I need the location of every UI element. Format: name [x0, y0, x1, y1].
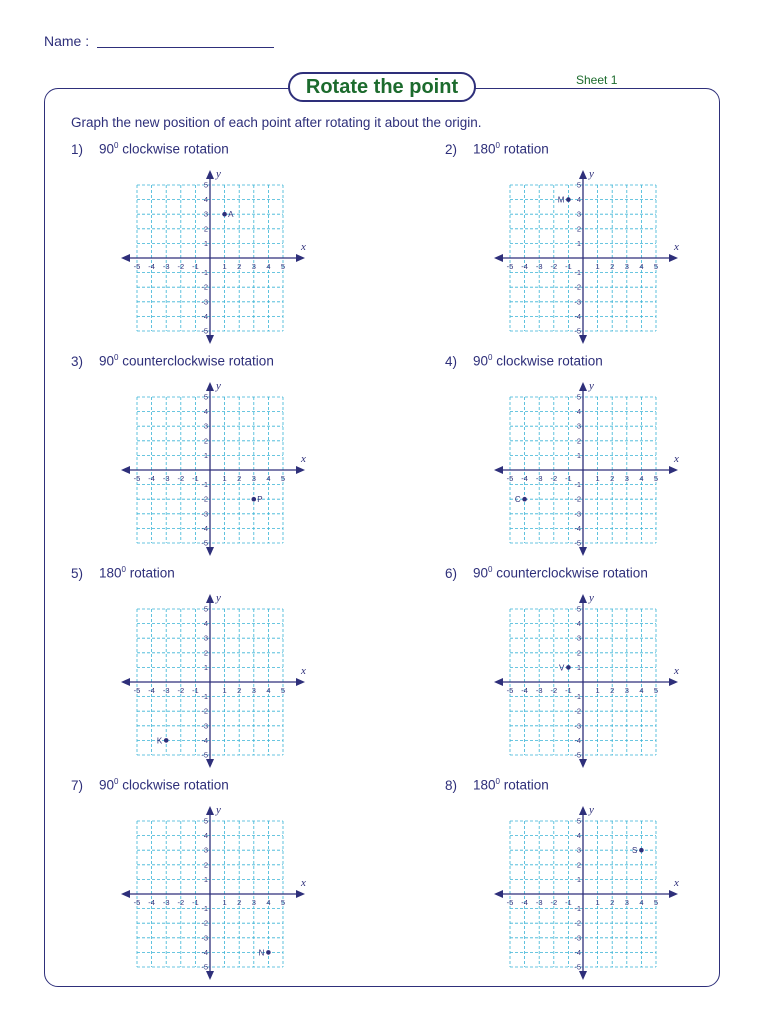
- y-tick-label: 5: [203, 180, 208, 190]
- y-tick-label: -2: [574, 918, 581, 928]
- x-tick-label: -3: [535, 898, 543, 907]
- y-tick-label: 2: [576, 436, 581, 446]
- y-axis-arrow-up: [206, 594, 214, 603]
- name-label: Name :: [44, 33, 90, 49]
- y-tick-label: -2: [201, 494, 208, 504]
- problem-degrees: 180: [99, 565, 122, 581]
- x-axis-label: x: [301, 877, 306, 889]
- y-tick-label: -3: [201, 297, 208, 307]
- x-tick-label: 3: [624, 474, 629, 483]
- point-label: K: [156, 736, 163, 746]
- problem-rotation: counterclockwise rotation: [122, 353, 274, 369]
- y-tick-label: 2: [576, 224, 581, 234]
- name-row: [44, 33, 274, 49]
- x-tick-label: 2: [610, 474, 615, 483]
- coordinate-grid-5[interactable]: [115, 586, 315, 777]
- problem-rotation: clockwise rotation: [496, 353, 603, 369]
- coordinate-grid-4[interactable]: [488, 374, 688, 565]
- y-tick-label: -1: [574, 904, 581, 914]
- name-field[interactable]: [97, 33, 274, 48]
- x-axis-arrow-left: [121, 466, 130, 474]
- y-tick-label: -3: [574, 933, 581, 943]
- y-axis-label: y: [589, 804, 594, 816]
- x-tick-label: 1: [595, 474, 600, 483]
- x-tick-label: 2: [237, 898, 242, 907]
- y-tick-label: -5: [201, 962, 208, 972]
- problem-degrees: 90: [473, 353, 489, 369]
- point-label: V: [559, 663, 565, 673]
- y-axis-arrow-up: [206, 382, 214, 391]
- coordinate-grid-1[interactable]: [115, 162, 315, 353]
- y-tick-label: -4: [201, 735, 208, 745]
- y-tick-label: 1: [203, 874, 208, 884]
- x-tick-label: 5: [280, 262, 286, 271]
- y-axis-arrow-down: [206, 335, 214, 344]
- y-tick-label: 2: [203, 648, 208, 658]
- x-tick-label: -5: [133, 898, 141, 907]
- y-tick-label: 5: [576, 392, 581, 402]
- problem-6-label: [445, 565, 648, 581]
- y-tick-label: -4: [201, 311, 208, 321]
- x-tick-label: -1: [565, 474, 572, 483]
- degree-mark: 0: [488, 565, 493, 574]
- x-tick-label: -3: [162, 474, 170, 483]
- x-tick-label: 2: [610, 898, 615, 907]
- y-tick-label: 1: [576, 874, 581, 884]
- point-marker: [566, 665, 571, 670]
- y-tick-label: -4: [574, 947, 581, 957]
- grid-svg: [115, 586, 315, 772]
- x-axis-arrow-left: [121, 254, 130, 262]
- x-tick-label: 5: [280, 898, 286, 907]
- problem-degrees: 90: [99, 353, 115, 369]
- x-tick-label: -4: [521, 686, 528, 695]
- x-tick-label: -4: [148, 898, 155, 907]
- x-tick-label: -1: [565, 898, 572, 907]
- x-tick-label: 5: [280, 474, 286, 483]
- y-tick-label: -2: [574, 282, 581, 292]
- problem-degrees: 90: [99, 777, 115, 793]
- problem-degrees: 180: [473, 141, 496, 157]
- degree-mark: 0: [114, 141, 119, 150]
- y-tick-label: -3: [574, 721, 581, 731]
- point-label: S: [632, 846, 638, 856]
- point-marker: [566, 197, 571, 202]
- problem-number: 6): [445, 565, 458, 581]
- y-tick-label: 5: [203, 392, 208, 402]
- x-tick-label: 3: [624, 898, 629, 907]
- x-tick-label: -5: [133, 686, 141, 695]
- degree-mark: 0: [114, 353, 119, 362]
- x-tick-label: -4: [148, 686, 155, 695]
- y-tick-label: 3: [203, 209, 208, 219]
- x-tick-label: -5: [506, 686, 514, 695]
- y-tick-label: -4: [201, 947, 208, 957]
- x-tick-label: 1: [595, 898, 600, 907]
- x-axis-arrow-right: [669, 890, 678, 898]
- x-axis-arrow-right: [296, 678, 305, 686]
- point-label: M: [557, 195, 565, 205]
- x-tick-label: -2: [177, 898, 185, 907]
- x-axis-label: x: [301, 453, 306, 465]
- y-axis-label: y: [589, 380, 594, 392]
- x-tick-label: -1: [192, 262, 199, 271]
- point-label: C: [514, 495, 521, 505]
- y-tick-label: 1: [203, 662, 208, 672]
- problem-7-label: [71, 777, 229, 793]
- x-tick-label: 4: [266, 262, 271, 271]
- y-axis-label: y: [589, 592, 594, 604]
- point-marker: [222, 212, 227, 217]
- y-tick-label: 3: [203, 633, 208, 643]
- x-tick-label: -5: [506, 474, 514, 483]
- point-marker: [266, 950, 271, 955]
- x-axis-arrow-right: [296, 890, 305, 898]
- x-tick-label: 3: [251, 898, 256, 907]
- degree-mark: 0: [488, 353, 493, 362]
- coordinate-grid-8[interactable]: [488, 798, 688, 989]
- x-axis-arrow-left: [494, 890, 503, 898]
- y-tick-label: -4: [201, 523, 208, 533]
- y-tick-label: 2: [576, 860, 581, 870]
- x-axis-arrow-left: [121, 890, 130, 898]
- x-tick-label: -1: [565, 262, 572, 271]
- y-tick-label: 5: [576, 180, 581, 190]
- y-axis-arrow-down: [579, 547, 587, 556]
- y-axis-arrow-up: [579, 594, 587, 603]
- problem-rotation: clockwise rotation: [122, 777, 229, 793]
- x-tick-label: -2: [177, 474, 185, 483]
- x-tick-label: -5: [506, 898, 514, 907]
- y-tick-label: -3: [201, 933, 208, 943]
- y-tick-label: -1: [201, 480, 208, 490]
- x-tick-label: 1: [222, 474, 227, 483]
- y-tick-label: 1: [576, 450, 581, 460]
- x-tick-label: 5: [280, 686, 286, 695]
- x-tick-label: -3: [162, 262, 170, 271]
- x-axis-arrow-right: [669, 466, 678, 474]
- grid-svg: [488, 586, 688, 772]
- x-tick-label: -4: [521, 474, 528, 483]
- coordinate-grid-7[interactable]: [115, 798, 315, 989]
- x-tick-label: -1: [192, 474, 199, 483]
- x-axis-label: x: [301, 665, 306, 677]
- y-axis-label: y: [216, 380, 221, 392]
- y-axis-label: y: [216, 804, 221, 816]
- y-tick-label: -1: [574, 480, 581, 490]
- x-tick-label: -3: [535, 686, 543, 695]
- y-tick-label: -5: [201, 326, 208, 336]
- y-tick-label: -3: [201, 509, 208, 519]
- y-tick-label: 4: [576, 407, 581, 417]
- x-tick-label: -5: [133, 262, 141, 271]
- x-tick-label: 4: [639, 686, 644, 695]
- y-axis-arrow-up: [206, 806, 214, 815]
- degree-mark: 0: [121, 565, 126, 574]
- x-tick-label: 3: [624, 262, 629, 271]
- point-label: N: [258, 948, 265, 958]
- problem-rotation: counterclockwise rotation: [496, 565, 648, 581]
- y-axis-arrow-down: [579, 759, 587, 768]
- problem-number: 5): [71, 565, 84, 581]
- y-tick-label: 2: [203, 436, 208, 446]
- x-axis-arrow-right: [669, 254, 678, 262]
- problem-2-label: [445, 141, 549, 157]
- y-tick-label: -1: [574, 692, 581, 702]
- grid-svg: [488, 162, 688, 348]
- problem-rotation: clockwise rotation: [122, 141, 229, 157]
- x-tick-label: 5: [653, 474, 659, 483]
- y-axis-arrow-up: [579, 170, 587, 179]
- y-tick-label: 5: [576, 604, 581, 614]
- problem-1-label: [71, 141, 229, 157]
- degree-mark: 0: [114, 777, 119, 786]
- x-tick-label: 1: [595, 686, 600, 695]
- point-marker: [522, 497, 527, 502]
- y-tick-label: 4: [203, 831, 208, 841]
- problem-4-label: [445, 353, 603, 369]
- x-tick-label: 3: [624, 686, 629, 695]
- problem-degrees: 90: [473, 565, 489, 581]
- x-tick-label: -2: [177, 686, 185, 695]
- problem-degrees: 90: [99, 141, 115, 157]
- y-tick-label: -4: [574, 735, 581, 745]
- x-axis-arrow-left: [121, 678, 130, 686]
- x-axis-label: x: [301, 241, 306, 253]
- point-label: A: [228, 210, 234, 220]
- problem-degrees: 180: [473, 777, 496, 793]
- x-tick-label: 1: [595, 262, 600, 271]
- x-axis-label: x: [674, 453, 679, 465]
- x-tick-label: 4: [266, 474, 271, 483]
- y-tick-label: -5: [574, 326, 581, 336]
- y-tick-label: 3: [203, 845, 208, 855]
- problem-rotation: rotation: [503, 777, 549, 793]
- y-axis-arrow-down: [579, 971, 587, 980]
- y-tick-label: 1: [576, 238, 581, 248]
- y-tick-label: -2: [574, 706, 581, 716]
- problem-3-label: [71, 353, 274, 369]
- y-tick-label: -1: [201, 268, 208, 278]
- x-axis-label: x: [674, 241, 679, 253]
- x-tick-label: 4: [266, 686, 271, 695]
- sheet-number: Sheet 1: [576, 73, 618, 87]
- y-tick-label: -5: [201, 538, 208, 548]
- problem-rotation: rotation: [503, 141, 549, 157]
- x-tick-label: 5: [653, 898, 659, 907]
- coordinate-grid-3[interactable]: [115, 374, 315, 565]
- y-tick-label: 2: [203, 224, 208, 234]
- y-tick-label: 5: [203, 604, 208, 614]
- x-tick-label: -5: [133, 474, 141, 483]
- y-tick-label: -5: [574, 538, 581, 548]
- y-axis-arrow-down: [206, 759, 214, 768]
- y-tick-label: 4: [576, 831, 581, 841]
- y-tick-label: -5: [574, 962, 581, 972]
- x-tick-label: 4: [639, 262, 644, 271]
- point-label: P: [257, 495, 263, 505]
- point-marker: [164, 738, 169, 743]
- x-tick-label: -2: [550, 262, 558, 271]
- y-tick-label: -4: [574, 523, 581, 533]
- problem-8-label: [445, 777, 549, 793]
- problem-rotation: rotation: [129, 565, 175, 581]
- y-tick-label: -5: [574, 750, 581, 760]
- y-tick-label: 3: [203, 421, 208, 431]
- y-tick-label: 1: [203, 450, 208, 460]
- x-tick-label: 3: [251, 474, 256, 483]
- y-tick-label: -1: [201, 692, 208, 702]
- x-tick-label: -3: [535, 262, 543, 271]
- x-tick-label: 2: [610, 262, 615, 271]
- y-axis-label: y: [216, 168, 221, 180]
- x-tick-label: 2: [610, 686, 615, 695]
- grid-svg: [115, 374, 315, 560]
- y-tick-label: -2: [201, 918, 208, 928]
- y-tick-label: 2: [576, 648, 581, 658]
- x-tick-label: 2: [237, 262, 242, 271]
- y-tick-label: -3: [574, 297, 581, 307]
- y-axis-arrow-down: [579, 335, 587, 344]
- y-tick-label: -3: [574, 509, 581, 519]
- y-tick-label: -5: [201, 750, 208, 760]
- grid-svg: [488, 374, 688, 560]
- x-tick-label: -3: [535, 474, 543, 483]
- x-tick-label: 1: [222, 898, 227, 907]
- instructions: Graph the new position of each point after rotating it about the origin.: [71, 115, 482, 130]
- problem-number: 7): [71, 777, 84, 793]
- x-tick-label: -2: [550, 898, 558, 907]
- problem-5-label: [71, 565, 175, 581]
- point-marker: [252, 497, 257, 502]
- y-tick-label: 4: [576, 619, 581, 629]
- x-axis-arrow-right: [296, 466, 305, 474]
- y-tick-label: 4: [576, 195, 581, 205]
- y-tick-label: 2: [203, 860, 208, 870]
- y-tick-label: -1: [201, 904, 208, 914]
- y-tick-label: 4: [203, 195, 208, 205]
- x-tick-label: 1: [222, 686, 227, 695]
- x-axis-arrow-left: [494, 678, 503, 686]
- point-marker: [639, 848, 644, 853]
- problem-number: 8): [445, 777, 458, 793]
- y-tick-label: 4: [203, 407, 208, 417]
- y-tick-label: -3: [201, 721, 208, 731]
- problem-number: 1): [71, 141, 84, 157]
- y-axis-arrow-up: [579, 382, 587, 391]
- x-tick-label: -1: [192, 686, 199, 695]
- y-tick-label: -2: [201, 282, 208, 292]
- y-tick-label: 3: [576, 209, 581, 219]
- x-tick-label: -5: [506, 262, 514, 271]
- degree-mark: 0: [495, 777, 500, 786]
- x-axis-arrow-right: [296, 254, 305, 262]
- coordinate-grid-6[interactable]: [488, 586, 688, 777]
- y-tick-label: 4: [203, 619, 208, 629]
- grid-svg: [115, 798, 315, 984]
- grid-svg: [488, 798, 688, 984]
- y-tick-label: -2: [201, 706, 208, 716]
- x-tick-label: 2: [237, 686, 242, 695]
- y-axis-arrow-down: [206, 971, 214, 980]
- x-tick-label: -4: [148, 474, 155, 483]
- coordinate-grid-2[interactable]: [488, 162, 688, 353]
- x-tick-label: -2: [177, 262, 185, 271]
- x-axis-label: x: [674, 877, 679, 889]
- x-axis-label: x: [674, 665, 679, 677]
- y-axis-arrow-up: [206, 170, 214, 179]
- x-tick-label: 5: [653, 686, 659, 695]
- y-axis-label: y: [216, 592, 221, 604]
- x-axis-arrow-left: [494, 254, 503, 262]
- x-tick-label: -1: [192, 898, 199, 907]
- x-tick-label: 1: [222, 262, 227, 271]
- x-tick-label: 5: [653, 262, 659, 271]
- worksheet-title: Rotate the point: [288, 72, 476, 102]
- x-tick-label: 4: [639, 898, 644, 907]
- y-tick-label: -2: [574, 494, 581, 504]
- x-tick-label: -4: [521, 898, 528, 907]
- x-tick-label: -1: [565, 686, 572, 695]
- x-tick-label: 4: [266, 898, 271, 907]
- y-tick-label: 3: [576, 421, 581, 431]
- y-tick-label: -1: [574, 268, 581, 278]
- problem-number: 2): [445, 141, 458, 157]
- y-tick-label: 3: [576, 845, 581, 855]
- y-axis-arrow-up: [579, 806, 587, 815]
- y-tick-label: 3: [576, 633, 581, 643]
- problem-number: 3): [71, 353, 84, 369]
- x-tick-label: -2: [550, 474, 558, 483]
- problem-number: 4): [445, 353, 458, 369]
- x-tick-label: 3: [251, 262, 256, 271]
- grid-svg: [115, 162, 315, 348]
- y-tick-label: 1: [576, 662, 581, 672]
- y-tick-label: 5: [576, 816, 581, 826]
- x-tick-label: -3: [162, 898, 170, 907]
- x-tick-label: 2: [237, 474, 242, 483]
- x-tick-label: 3: [251, 686, 256, 695]
- y-axis-label: y: [589, 168, 594, 180]
- x-tick-label: 4: [639, 474, 644, 483]
- y-tick-label: 5: [203, 816, 208, 826]
- y-axis-arrow-down: [206, 547, 214, 556]
- x-axis-arrow-right: [669, 678, 678, 686]
- x-axis-arrow-left: [494, 466, 503, 474]
- y-tick-label: 1: [203, 238, 208, 248]
- x-tick-label: -3: [162, 686, 170, 695]
- x-tick-label: -4: [148, 262, 155, 271]
- degree-mark: 0: [495, 141, 500, 150]
- x-tick-label: -4: [521, 262, 528, 271]
- x-tick-label: -2: [550, 686, 558, 695]
- y-tick-label: -4: [574, 311, 581, 321]
